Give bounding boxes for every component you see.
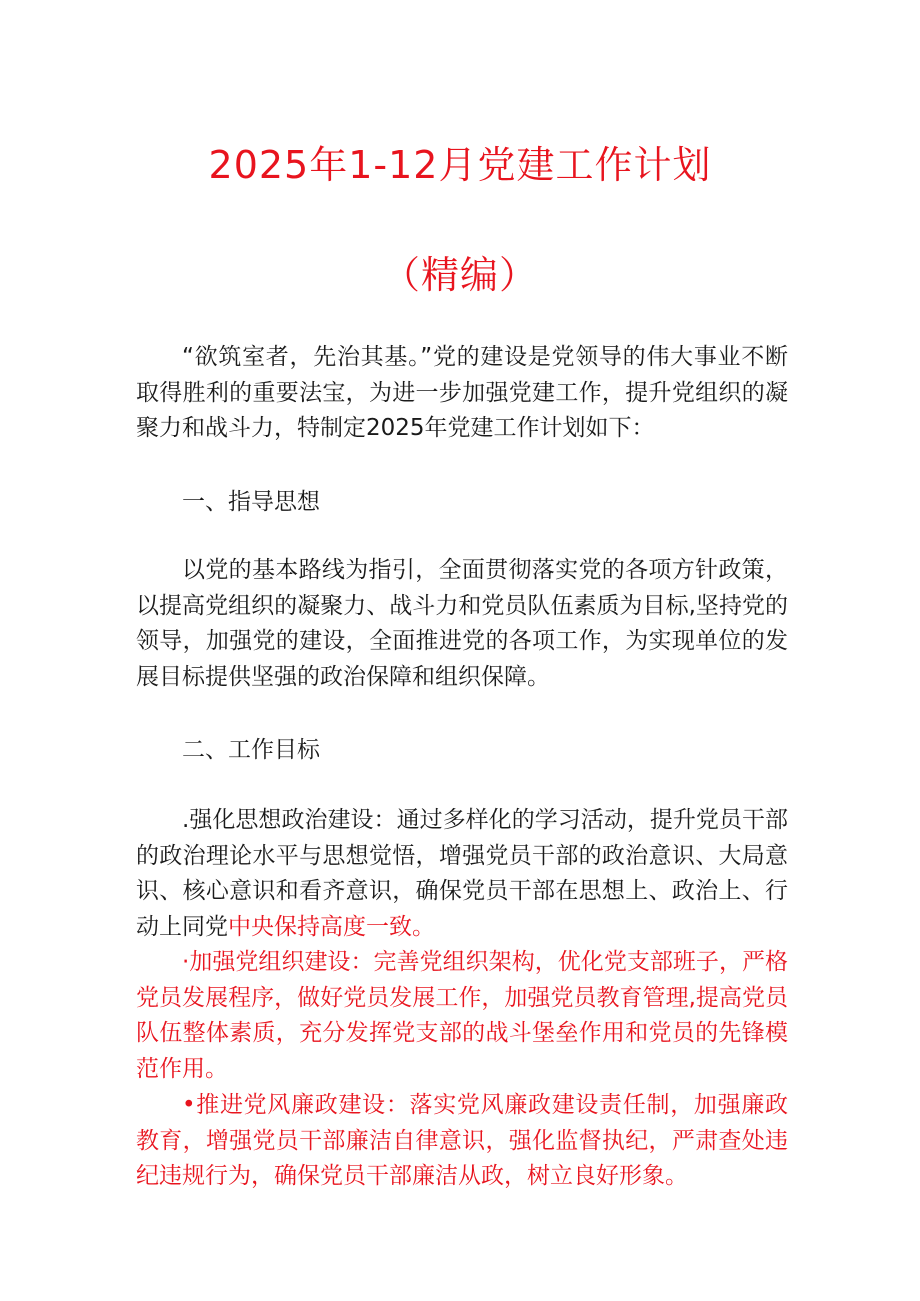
goal-item-integrity: •推进党风廉政建设：落实党风廉政建设责任制，加强廉政教育，增强党员干部廉洁自律意识，强化监督执纪，严肃查处违纪违规行为，确保党员干部廉洁从政，树立良好形象。 bbox=[136, 1092, 788, 1190]
section-heading-work-goals: 二、工作目标 bbox=[182, 737, 320, 763]
intro-paragraph: “欲筑室者，先治其基。”党的建设是党领导的伟大事业不断取得胜利的重要法宝，为进一步加强党建工作，提升党组织的凝聚力和战斗力，特制定2025年党建工作计划如下： bbox=[136, 344, 788, 442]
goal-item-organization: ·加强党组织建设：完善党组织架构，优化党支部班子，严格党员发展程序，做好党员发展工作，加强党员教育管理,提高党员队伍整体素质，充分发挥党支部的战斗堡垒作用和党员的先锋模范作用。 bbox=[136, 949, 788, 1082]
document-subtitle: （精编） bbox=[381, 253, 538, 297]
goal-item-ideological-highlight: 中央保持高度一致。 bbox=[228, 913, 435, 940]
goal-item-ideological bbox=[136, 803, 788, 945]
guiding-ideology-paragraph: 以党的基本路线为指引，全面贯彻落实党的各项方针政策，以提高党组织的凝聚力、战斗力和党员队伍素质为目标,坚持党的领导，加强党的建设，全面推进党的各项工作，为实现单位的发展目标提供坚强的政治保障和组织保障。 bbox=[136, 557, 788, 690]
goal-item-ideological-text: .强化思想政治建设：通过多样化的学习活动，提升党员干部的政治理论水平与思想觉悟，增强党员干部的政治意识、大局意识、核心意识和看齐意识，确保党员干部在思想上、政治上、行动上同党 bbox=[136, 807, 788, 940]
document-title: 2025年1-12月党建工作计划 bbox=[208, 143, 712, 187]
section-heading-guiding-ideology: 一、指导思想 bbox=[182, 489, 320, 515]
